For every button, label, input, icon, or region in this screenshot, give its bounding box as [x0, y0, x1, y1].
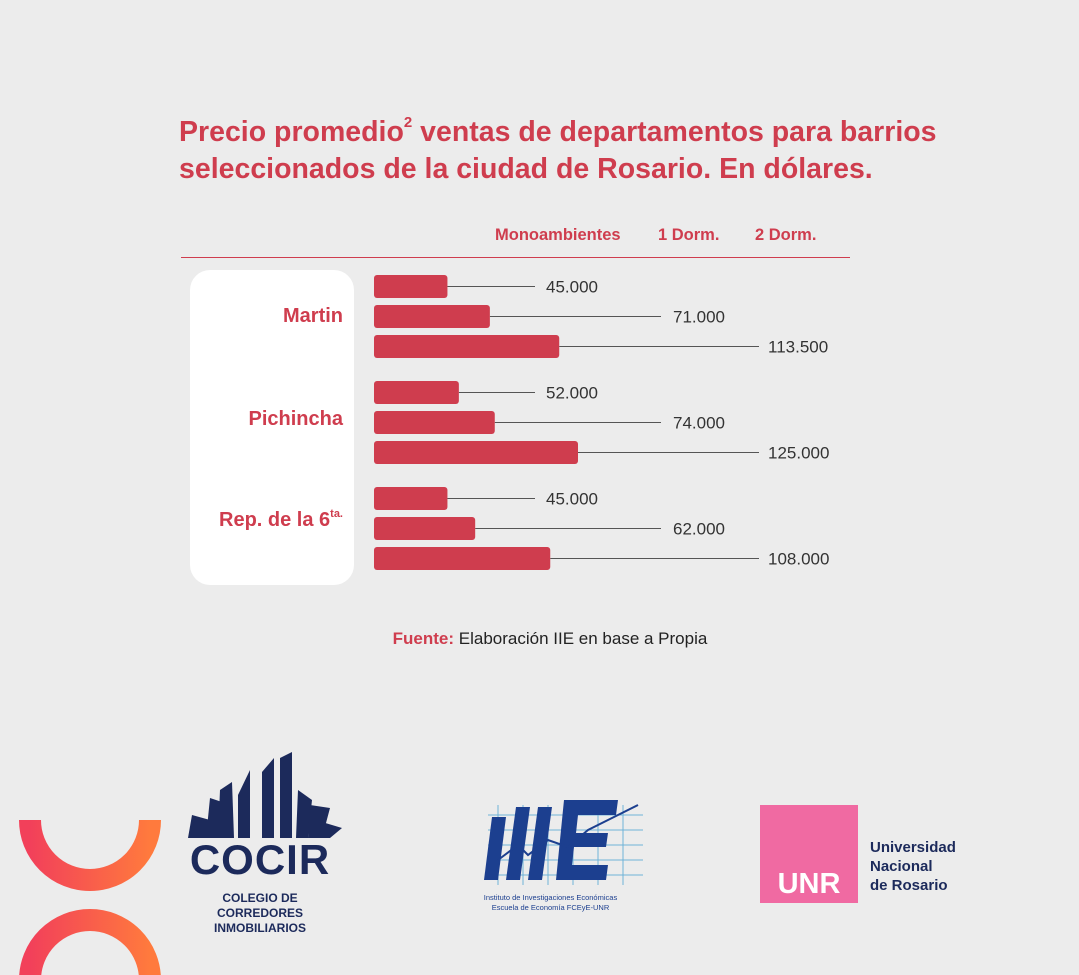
iie-logo: [468, 785, 648, 915]
bar-pichincha-2-dorm: [374, 441, 578, 464]
category-label-text: Martin: [283, 305, 343, 327]
data-label-pichincha-monoambientes: 52.000: [546, 383, 598, 403]
data-label-rep-de-la-6ta-monoambientes: 45.000: [546, 489, 598, 509]
data-label-martin-monoambientes: 45.000: [546, 277, 598, 297]
category-label-text: Rep. de la 6: [219, 509, 331, 531]
bar-pichincha-monoambientes: [374, 381, 459, 404]
cocir-subtitle-line-1: COLEGIO DE CORREDORES: [216, 891, 303, 920]
data-label-rep-de-la-6ta-2-dorm: 108.000: [768, 549, 830, 569]
cocir-emblem-icon: [180, 750, 350, 840]
bar-rep-de-la-6ta-monoambientes: [374, 487, 447, 510]
iie-emblem-icon: [468, 785, 648, 890]
cocir-logo: [180, 750, 350, 935]
bar-martin-2-dorm: [374, 335, 559, 358]
unr-name-line-1: Universidad: [870, 839, 956, 856]
data-label-martin-2-dorm: 113.500: [768, 337, 829, 357]
unr-name-line-3: de Rosario: [870, 877, 948, 894]
iie-caption-line-2: Escuela de Economía FCEyE-UNR: [491, 903, 610, 912]
title-text-a: Precio promedio: [179, 116, 404, 148]
source-note: [0, 629, 1079, 649]
source-label: Fuente:: [392, 629, 455, 648]
bar-rep-de-la-6ta-2-dorm: [374, 547, 550, 570]
decorative-arc-top: [30, 820, 150, 880]
unr-name: [870, 838, 990, 895]
data-label-pichincha-2-dorm: 125.000: [768, 443, 830, 463]
chart-title-line-2: seleccionados de la ciudad de Rosario. En dólares.: [179, 153, 873, 185]
iie-caption-line-1: Instituto de Investigaciones Económicas: [483, 893, 618, 902]
decorative-arc-bottom: [30, 920, 150, 975]
title-text-b: ventas de departamentos para barrios: [412, 116, 937, 148]
column-header-1-dorm: 1 Dorm.: [658, 226, 720, 244]
bar-martin-1-dorm: [374, 305, 490, 328]
source-text: Elaboración IIE en base a Propia: [454, 629, 708, 648]
column-header-monoambientes: Monoambientes: [495, 226, 621, 244]
column-header-2-dorm: 2 Dorm.: [755, 226, 817, 244]
data-label-martin-1-dorm: 71.000: [673, 307, 725, 327]
data-label-pichincha-1-dorm: 74.000: [673, 413, 725, 433]
category-label-text: Pichincha: [248, 408, 343, 430]
bar-rep-de-la-6ta-1-dorm: [374, 517, 475, 540]
iie-caption: [468, 893, 633, 913]
cocir-subtitle-line-2: INMOBILIARIOS: [214, 921, 306, 935]
title-footnote-mark: 2: [403, 114, 413, 131]
bar-pichincha-1-dorm: [374, 411, 495, 434]
decorative-arcs: [0, 780, 170, 975]
unr-abbreviation: UNR: [777, 868, 841, 900]
data-label-rep-de-la-6ta-1-dorm: 62.000: [673, 519, 725, 539]
bar-martin-monoambientes: [374, 275, 447, 298]
category-label-sup: ta.: [330, 508, 343, 520]
unr-name-line-2: Nacional: [870, 858, 933, 875]
cocir-subtitle: [180, 891, 340, 936]
unr-logo-box: [760, 805, 858, 903]
cocir-name: COCIR: [189, 836, 331, 883]
